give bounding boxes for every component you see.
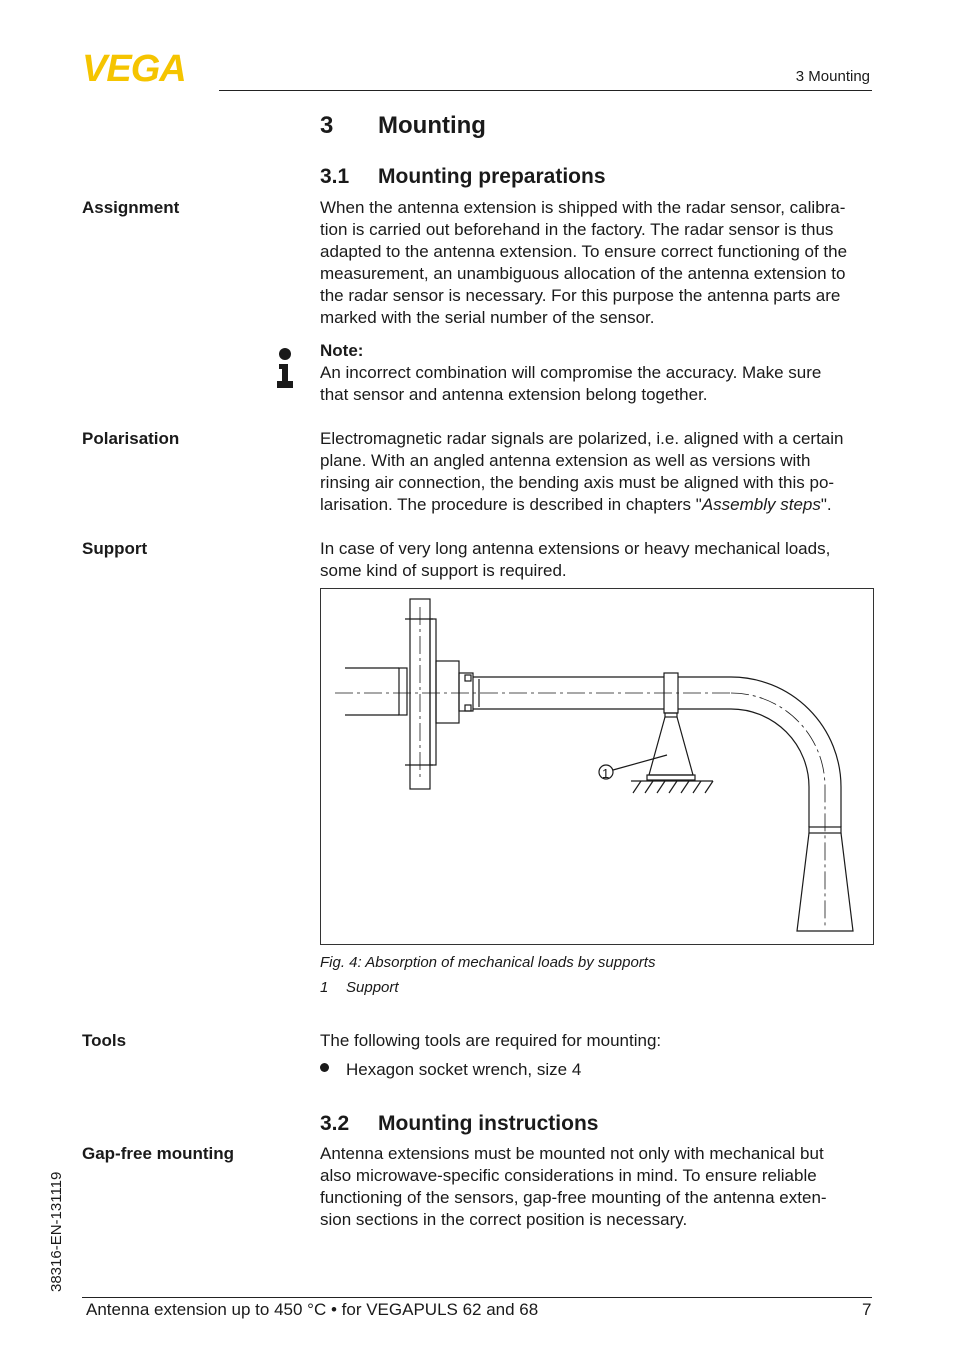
section-3-2-title: Mounting instructions	[378, 1112, 599, 1135]
footer-rule	[82, 1297, 872, 1298]
assignment-label: Assignment	[82, 198, 180, 217]
document-code: 38316-EN-131119	[48, 1171, 65, 1292]
assembly-steps-reference: Assembly steps	[701, 495, 821, 514]
polarisation-line-last	[320, 494, 876, 516]
bend-outer	[731, 677, 841, 827]
bullet-icon	[320, 1063, 329, 1072]
callout-number: 1	[602, 766, 610, 781]
assignment-line: When the antenna extension is shipped with the radar sensor, calibra-	[320, 198, 846, 217]
page-number: 7	[862, 1300, 872, 1319]
support-diagram	[321, 589, 873, 944]
section-3-1-number: 3.1	[320, 165, 350, 188]
legend-number: 1	[320, 979, 329, 996]
callout-leader	[613, 755, 667, 770]
header-rule	[219, 90, 872, 91]
figure-legend	[320, 979, 399, 996]
gapfree-line: sion sections in the correct position is necessary.	[320, 1210, 688, 1229]
footer-text: Antenna extension up to 450 °C • for VEGAPULS 62 and 68	[86, 1300, 539, 1319]
gapfree-line: functioning of the sensors, gap-free mounting of the antenna exten-	[320, 1188, 827, 1207]
note-block	[320, 340, 876, 406]
bend-inner	[731, 709, 809, 827]
support-label: Support	[82, 539, 148, 558]
assignment-line: the radar sensor is necessary. For this purpose the antenna parts are	[320, 286, 841, 305]
legend-text: Support	[346, 979, 399, 996]
gapfree-line: Antenna extensions must be mounted not only with mechanical but	[320, 1144, 824, 1163]
vega-logo	[82, 52, 214, 84]
polarisation-line: rinsing air connection, the bending axis must be aligned with this po-	[320, 473, 835, 492]
assignment-line: adapted to the antenna extension. To ensure correct functioning of the	[320, 242, 848, 261]
assignment-line: tion is carried out beforehand in the factory. The radar sensor is thus	[320, 220, 834, 239]
polarisation-line: Electromagnetic radar signals are polarized, i.e. aligned with a certain	[320, 429, 844, 448]
info-icon	[274, 347, 296, 389]
polarisation-line: plane. With an angled antenna extension as well as versions with	[320, 451, 811, 470]
section-3-2-heading	[320, 1112, 598, 1136]
adapter	[436, 661, 459, 723]
center-line-bend	[731, 693, 825, 927]
section-3-1-title: Mounting preparations	[378, 165, 606, 188]
figure-caption: Fig. 4: Absorption of mechanical loads by supports	[320, 954, 656, 971]
support-line: some kind of support is required.	[320, 561, 567, 580]
pipe-collar	[399, 668, 407, 715]
tools-intro: The following tools are required for mounting:	[320, 1031, 662, 1050]
note-line: An incorrect combination will compromise the accuracy. Make sure	[320, 363, 822, 382]
assignment-paragraph	[320, 197, 876, 329]
chapter-number: 3	[320, 112, 334, 139]
tools-label: Tools	[82, 1031, 127, 1050]
assignment-line: measurement, an unambiguous allocation of the antenna extension to	[320, 264, 846, 283]
polarisation-suffix: ".	[820, 495, 832, 514]
support-paragraph	[320, 538, 876, 582]
chapter-title: Mounting	[378, 112, 486, 139]
support-line: In case of very long antenna extensions or heavy mechanical loads,	[320, 539, 831, 558]
support-figure	[320, 588, 874, 945]
header-section-label: 3 Mounting	[795, 68, 870, 85]
support-cone	[649, 717, 693, 775]
polarisation-label: Polarisation	[82, 429, 180, 448]
polarisation-paragraph	[320, 428, 876, 516]
note-line: that sensor and antenna extension belong together.	[320, 385, 708, 404]
gapfree-paragraph	[320, 1143, 876, 1231]
tools-list-item: Hexagon socket wrench, size 4	[346, 1060, 582, 1079]
section-3-2-number: 3.2	[320, 1112, 350, 1135]
note-title: Note:	[320, 341, 364, 360]
svg-text:VEGA: VEGA	[82, 52, 186, 84]
polarisation-prefix: larisation. The procedure is described in chapters "	[320, 495, 702, 514]
assignment-line: marked with the serial number of the sensor.	[320, 308, 655, 327]
gapfree-line: also microwave-specific considerations in mind. To ensure reliable	[320, 1166, 817, 1185]
chapter-heading	[320, 112, 486, 140]
gapfree-label: Gap-free mounting	[82, 1144, 235, 1163]
section-3-1-heading	[320, 165, 606, 189]
